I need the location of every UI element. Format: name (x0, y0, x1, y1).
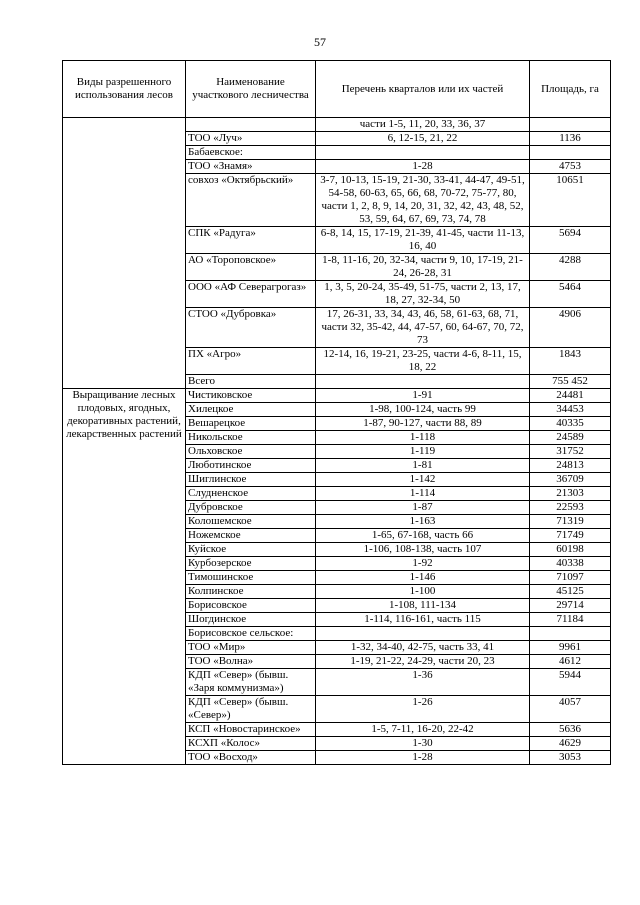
quarters-list: 17, 26-31, 33, 34, 43, 46, 58, 61-63, 68, 71, части 32, 35-42, 44, 47-57, 60, 64-67, 70, 72, 73 (316, 308, 530, 348)
area-value: 5944 (530, 669, 611, 696)
area-value: 34453 (530, 403, 611, 417)
area-value: 71319 (530, 515, 611, 529)
header-use: Виды разрешенного использования лесов (63, 61, 186, 118)
forestry-name: КДП «Север» (бывш. «Заря коммунизма») (186, 669, 316, 696)
area-value: 21303 (530, 487, 611, 501)
forestry-name: ТОО «Луч» (186, 132, 316, 146)
area-value: 4629 (530, 737, 611, 751)
quarters-list: 1-98, 100-124, часть 99 (316, 403, 530, 417)
forestry-name: Всего (186, 375, 316, 389)
area-value (530, 146, 611, 160)
table-row (63, 389, 611, 403)
forestry-name: Куйское (186, 543, 316, 557)
quarters-list: 1-81 (316, 459, 530, 473)
quarters-list: 3-7, 10-13, 15-19, 21-30, 33-41, 44-47, 49-51, 54-58, 60-63, 65, 66, 68, 70-72, 75-77, 80, части 1, 2, 8, 9, 14, 20, 31, 32, 42, 43, 48, 52, 53, 59, 64, 67, 69, 73, 74, 78 (316, 174, 530, 227)
area-value: 71749 (530, 529, 611, 543)
area-value: 31752 (530, 445, 611, 459)
quarters-list: 6, 12-15, 21, 22 (316, 132, 530, 146)
forestry-name: АО «Тороповское» (186, 254, 316, 281)
header-quarters: Перечень кварталов или их частей (316, 61, 530, 118)
forestry-name: ТОО «Волна» (186, 655, 316, 669)
area-value: 9961 (530, 641, 611, 655)
use-cell-continued (63, 118, 186, 389)
area-value: 71097 (530, 571, 611, 585)
quarters-list: части 1-5, 11, 20, 33, 36, 37 (316, 118, 530, 132)
quarters-list: 1-92 (316, 557, 530, 571)
area-value: 1136 (530, 132, 611, 146)
area-value: 4057 (530, 696, 611, 723)
quarters-list: 1-87 (316, 501, 530, 515)
quarters-list: 1-87, 90-127, части 88, 89 (316, 417, 530, 431)
area-value (530, 118, 611, 132)
forestry-name: Чистиковское (186, 389, 316, 403)
area-value: 4288 (530, 254, 611, 281)
forestry-name: КСХП «Колос» (186, 737, 316, 751)
area-value: 36709 (530, 473, 611, 487)
area-value: 755 452 (530, 375, 611, 389)
quarters-list: 1-91 (316, 389, 530, 403)
quarters-list: 12-14, 16, 19-21, 23-25, части 4-6, 8-11, 15, 18, 22 (316, 348, 530, 375)
forestry-name: Хилецкое (186, 403, 316, 417)
quarters-list: 1-26 (316, 696, 530, 723)
quarters-list: 1-30 (316, 737, 530, 751)
forestry-name: Борисовское сельское: (186, 627, 316, 641)
quarters-list: 1-106, 108-138, часть 107 (316, 543, 530, 557)
area-value: 5464 (530, 281, 611, 308)
quarters-list: 1-8, 11-16, 20, 32-34, части 9, 10, 17-19, 21-24, 26-28, 31 (316, 254, 530, 281)
area-value: 1843 (530, 348, 611, 375)
quarters-list: 1-28 (316, 751, 530, 765)
forestry-name: Шиглинское (186, 473, 316, 487)
forestry-name: ООО «АФ Северагрогаз» (186, 281, 316, 308)
area-value (530, 627, 611, 641)
area-value: 24481 (530, 389, 611, 403)
quarters-list: 1-114 (316, 487, 530, 501)
area-value: 4612 (530, 655, 611, 669)
forestry-name: Борисовское (186, 599, 316, 613)
table-row (63, 118, 611, 132)
forestry-name: КСП «Новостаринское» (186, 723, 316, 737)
quarters-list: 1, 3, 5, 20-24, 35-49, 51-75, части 2, 13, 17, 18, 27, 32-34, 50 (316, 281, 530, 308)
area-value: 71184 (530, 613, 611, 627)
forestry-name: ТОО «Восход» (186, 751, 316, 765)
quarters-list: 1-28 (316, 160, 530, 174)
forestry-name: Курбозерское (186, 557, 316, 571)
area-value: 29714 (530, 599, 611, 613)
forestry-name: Дубровское (186, 501, 316, 515)
forestry-name: Бабаевское: (186, 146, 316, 160)
area-value: 3053 (530, 751, 611, 765)
header-area: Площадь, га (530, 61, 611, 118)
forestry-name: ПХ «Агро» (186, 348, 316, 375)
use-type: Выращивание лесных плодовых, ягодных, декоративных растений, лекарственных растений (63, 389, 186, 765)
area-value: 4906 (530, 308, 611, 348)
forestry-name: Шогдинское (186, 613, 316, 627)
header-forestry: Наименование участкового лесничества (186, 61, 316, 118)
quarters-list: 1-100 (316, 585, 530, 599)
area-value: 24589 (530, 431, 611, 445)
quarters-list: 1-65, 67-168, часть 66 (316, 529, 530, 543)
forestry-name: Колпинское (186, 585, 316, 599)
forestry-name: СПК «Радуга» (186, 227, 316, 254)
forestry-name: Слудненское (186, 487, 316, 501)
area-value: 5636 (530, 723, 611, 737)
table-header-row (63, 61, 611, 118)
forestry-name: Ножемское (186, 529, 316, 543)
quarters-list: 1-163 (316, 515, 530, 529)
area-value: 40335 (530, 417, 611, 431)
forestry-name: Никольское (186, 431, 316, 445)
quarters-list (316, 375, 530, 389)
area-value: 10651 (530, 174, 611, 227)
quarters-list: 1-5, 7-11, 16-20, 22-42 (316, 723, 530, 737)
forestry-name: СТОО «Дубровка» (186, 308, 316, 348)
quarters-list: 1-118 (316, 431, 530, 445)
forest-use-table (62, 60, 611, 765)
forestry-name: Люботинское (186, 459, 316, 473)
quarters-list (316, 627, 530, 641)
forestry-name: ТОО «Мир» (186, 641, 316, 655)
forestry-name (186, 118, 316, 132)
quarters-list: 1-114, 116-161, часть 115 (316, 613, 530, 627)
area-value: 45125 (530, 585, 611, 599)
quarters-list: 1-36 (316, 669, 530, 696)
quarters-list: 1-119 (316, 445, 530, 459)
area-value: 60198 (530, 543, 611, 557)
forestry-name: ТОО «Знамя» (186, 160, 316, 174)
area-value: 22593 (530, 501, 611, 515)
quarters-list: 1-19, 21-22, 24-29, части 20, 23 (316, 655, 530, 669)
area-value: 5694 (530, 227, 611, 254)
quarters-list: 1-32, 34-40, 42-75, часть 33, 41 (316, 641, 530, 655)
area-value: 4753 (530, 160, 611, 174)
forestry-name: совхоз «Октябрьский» (186, 174, 316, 227)
area-value: 24813 (530, 459, 611, 473)
quarters-list: 1-146 (316, 571, 530, 585)
forestry-name: Колошемское (186, 515, 316, 529)
quarters-list: 6-8, 14, 15, 17-19, 21-39, 41-45, части 11-13, 16, 40 (316, 227, 530, 254)
forestry-name: Тимошинское (186, 571, 316, 585)
page-number: 57 (314, 35, 326, 49)
quarters-list (316, 146, 530, 160)
forestry-name: КДП «Север» (бывш. «Север») (186, 696, 316, 723)
forestry-name: Вешарецкое (186, 417, 316, 431)
forestry-name: Ольховское (186, 445, 316, 459)
quarters-list: 1-142 (316, 473, 530, 487)
area-value: 40338 (530, 557, 611, 571)
quarters-list: 1-108, 111-134 (316, 599, 530, 613)
